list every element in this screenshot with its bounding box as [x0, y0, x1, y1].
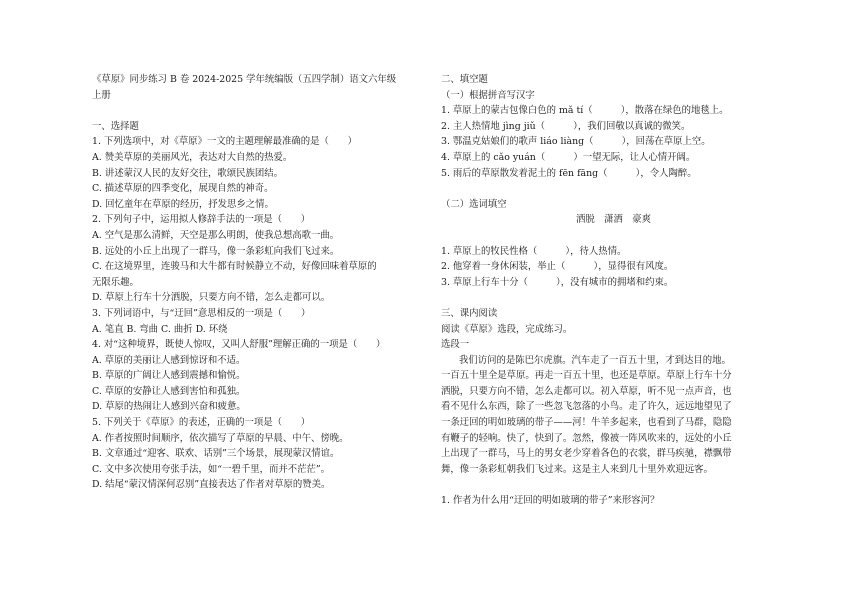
spacer — [92, 103, 422, 119]
q1-option-a: A. 赞美草原的美丽风光，表达对大自然的热爱。 — [92, 151, 293, 163]
word-bank: 洒脱 潇洒 豪爽 — [575, 214, 651, 226]
word-choice-item-1: 1. 草原上的牧民性格（ ），待人热情。 — [441, 245, 627, 257]
subsection-word-choice: （二）选词填空 — [441, 198, 507, 210]
pinyin-item-5: 5. 雨后的草原散发着泥土的 fēn fāng（ ），令人陶醉。 — [441, 167, 697, 179]
passage-line-8: 舞，像一条彩虹朝我们飞过来。这是主人来到几十里外欢迎远客。 — [441, 463, 713, 475]
word-choice-item-2: 2. 他穿着一身休闲装，举止（ ），显得很有风度。 — [441, 261, 674, 273]
spacer — [441, 477, 786, 493]
left-column — [92, 72, 422, 493]
q4-option-c: C. 草原的安静让人感到害怕和孤独。 — [92, 385, 246, 397]
pinyin-item-1: 1. 草原上的蒙古包像白色的 mǎ tí（ ），散落在绿色的地毯上。 — [441, 105, 729, 117]
q5-option-d: D. 结尾“蒙汉情深何忍别”直接表达了作者对草原的赞美。 — [92, 479, 331, 491]
section-heading-choice: 一、选择题 — [92, 120, 139, 132]
section-heading-reading: 三、课内阅读 — [441, 307, 498, 319]
word-choice-item-3: 3. 草原上行车十分（ ），没有城市的拥堵和约束。 — [441, 276, 674, 288]
q4-option-b: B. 草原的广阔让人感到震撼和愉悦。 — [92, 370, 246, 382]
doc-title-line-2: 上册 — [92, 89, 111, 101]
q5-option-c: C. 文中多次使用夸张手法，如“一碧千里，而并不茫茫”。 — [92, 463, 331, 475]
subsection-pinyin: （一）根据拼音写汉字 — [441, 89, 535, 101]
q2-option-b: B. 远处的小丘上出现了一群马，像一条彩虹向我们飞过来。 — [92, 245, 340, 257]
question-2: 2. 下列句子中，运用拟人修辞手法的一项是（ ） — [92, 214, 311, 226]
passage-line-1: 我们访问的是陈巴尔虎旗。汽车走了一百五十里，才到达目的地。 — [459, 354, 731, 366]
right-column — [441, 72, 786, 509]
passage-line-2: 一百五十里全是草原。再走一百五十里，也还是草原。草原上行车十分 — [441, 370, 732, 382]
question-1: 1. 下列选项中，对《草原》一文的主题理解最准确的是（ ） — [92, 136, 358, 148]
q2-option-c-cont: 无限乐趣。 — [92, 276, 139, 288]
question-3: 3. 下列词语中，与“迂回”意思相反的一项是（ ） — [92, 307, 311, 319]
passage-line-3: 洒脱，只要方向不错，怎么走都可以。初入草原，听不见一点声音，也 — [441, 385, 732, 397]
q1-option-d: D. 回忆童年在草原的经历，抒发思乡之情。 — [92, 198, 274, 210]
q2-option-a: A. 空气是那么清鲜，天空是那么明朗，使我总想高歌一曲。 — [92, 229, 340, 241]
question-5: 5. 下列关于《草原》的表述，正确的一项是（ ） — [92, 417, 311, 429]
excerpt-label: 选段一 — [441, 339, 470, 351]
spacer — [441, 228, 786, 244]
q5-option-b: B. 文章通过“迎客、联欢、话别”三个场景，展现蒙汉情谊。 — [92, 448, 340, 460]
q4-option-a: A. 草原的美丽让人感到惊讶和不适。 — [92, 354, 246, 366]
question-4: 4. 对“这种境界，既使人惊叹，又叫人舒服”理解正确的一项是（ ） — [92, 339, 386, 351]
q1-option-b: B. 讲述蒙汉人民的友好交往，歌颂民族团结。 — [92, 167, 283, 179]
q5-option-a: A. 作者按照时间顺序，依次描写了草原的早晨、中午、傍晚。 — [92, 432, 349, 444]
q1-option-c: C. 描述草原的四季变化，展现自然的神奇。 — [92, 183, 274, 195]
pinyin-item-2: 2. 主人热情地 jìng jiǔ（ ），我们回敬以真诚的微笑。 — [441, 120, 691, 132]
spacer — [441, 290, 786, 306]
passage-line-4: 看不见什么东西，除了一些忽飞忽落的小鸟。走了许久，远远地望见了 — [441, 401, 732, 413]
passage-line-7: 上出现了一群马，马上的男女老少穿着各色的衣裳，群马疾驰，襟飘带 — [441, 448, 732, 460]
q2-option-d: D. 草原上行车十分洒脱，只要方向不错，怎么走都可以。 — [92, 292, 331, 304]
passage-line-5: 一条迂回的明如玻璃的带子——河！牛羊多起来，也看到了马群，隐隐 — [441, 417, 732, 429]
reading-question-1: 1. 作者为什么用“迂回的明如玻璃的带子”来形容河？ — [441, 495, 660, 507]
passage-line-6: 有鞭子的轻响。快了，快到了。忽然，像被一阵风吹来的，远处的小丘 — [441, 432, 732, 444]
q4-option-d: D. 草原的热闹让人感到兴奋和疲惫。 — [92, 401, 246, 413]
pinyin-item-3: 3. 鄂温克姑娘们的歌声 liáo liàng（ ），回荡在草原上空。 — [441, 136, 711, 148]
reading-instruction: 阅读《草原》选段，完成练习。 — [441, 323, 573, 335]
q3-options: A. 笔直 B. 弯曲 C. 曲折 D. 环绕 — [92, 323, 228, 335]
section-heading-fill: 二、填空题 — [441, 74, 488, 85]
spacer — [441, 181, 786, 197]
pinyin-item-4: 4. 草原上的 cǎo yuán（ ）一望无际，让人心情开阔。 — [441, 151, 696, 163]
doc-title-line-1: 《草原》同步练习 B 卷 2024-2025 学年统编版（五四学制）语文六年级 — [92, 74, 397, 85]
q2-option-c: C. 在这境界里，连骏马和大牛都有时候静立不动，好像回味着草原的 — [92, 261, 377, 273]
